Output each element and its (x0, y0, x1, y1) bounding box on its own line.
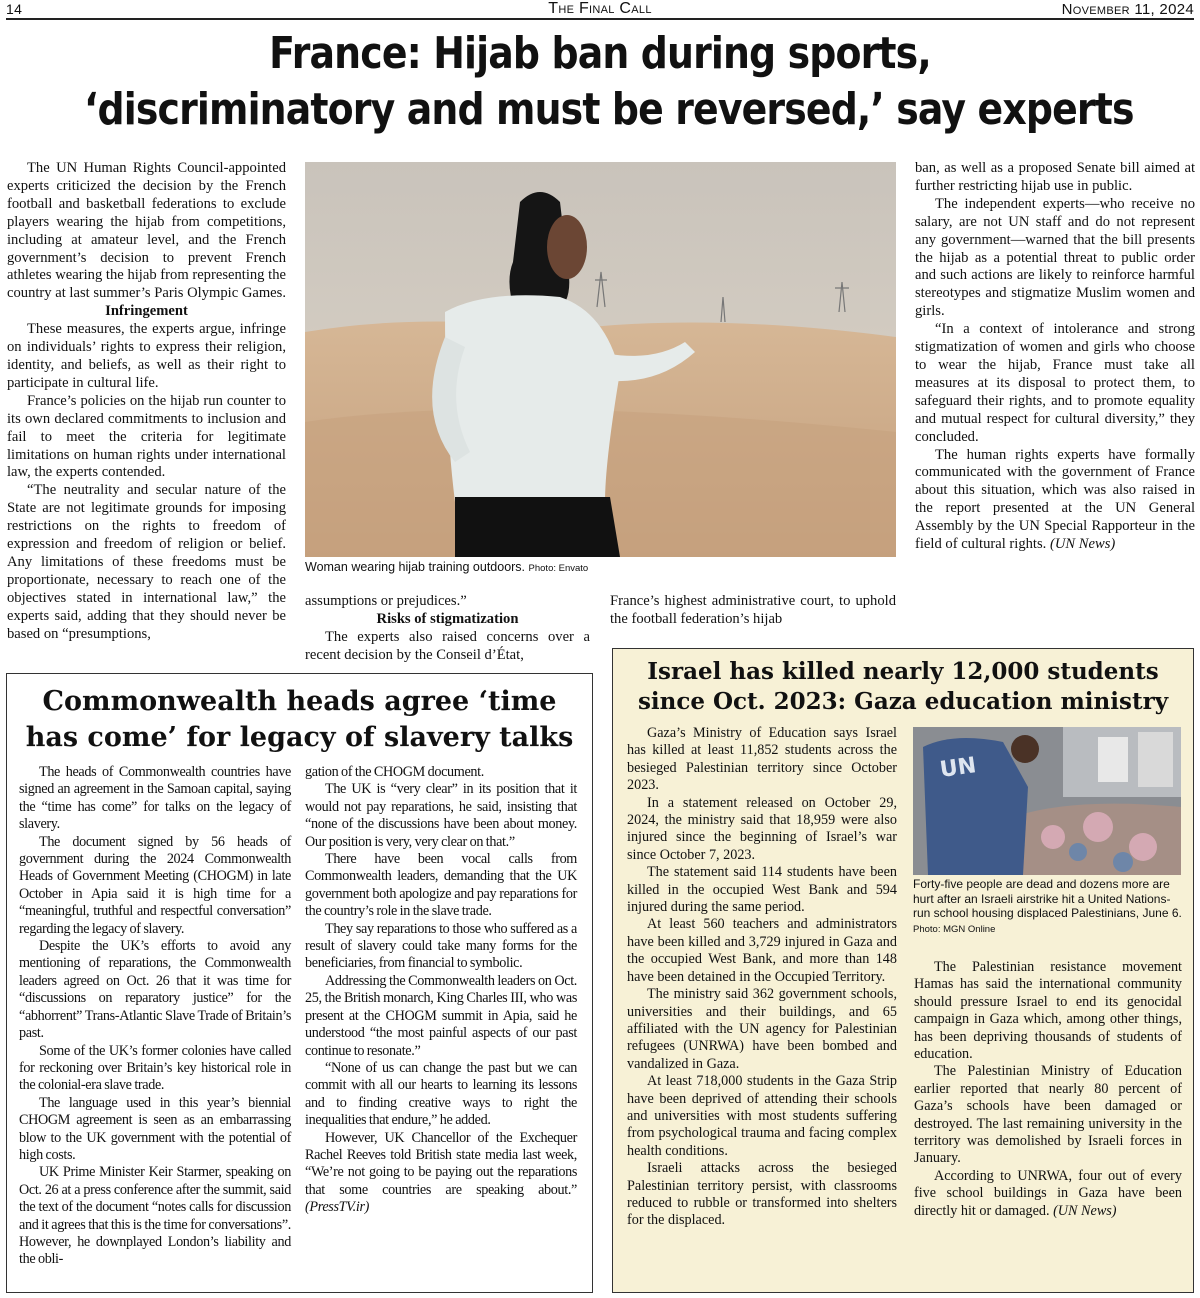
israel-headline-line-2: since Oct. 2023: Gaza education ministry (637, 688, 1169, 715)
article-source: (PressTV.ir) (305, 1199, 369, 1216)
paragraph: France’s highest administrative court, to uphold the football federation’s hijab (610, 593, 896, 627)
photo-credit: Photo: MGN Online (913, 923, 996, 935)
paragraph: The language used in this year’s biennial CHOGM agreement is seen as an embarrassing blow to the UK government with the potential of high costs. (19, 1094, 291, 1163)
hijab-runner-photo (305, 162, 896, 557)
article-source: (UN News) (1049, 536, 1116, 553)
svg-text:UN: UN (938, 753, 978, 783)
photo-credit: Photo: Envato (528, 563, 589, 574)
israel-headline-line-1: Israel has killed nearly 12,000 students (647, 658, 1159, 685)
paragraph: “The neutrality and secular nature of the State are not legitimate grounds for imposing restrictions on the rights to freedom of expression and freedom of religion or belief. Any limitations of these freedoms must be proportionate, necessary to reach one of the objectives stated in international law,” the experts said, adding that they should never be based on “presumptions, (7, 482, 286, 642)
main-article-column-4 (915, 160, 1195, 554)
commonwealth-headline (7, 684, 592, 756)
publication-name: The Final Call (548, 0, 652, 17)
issue-date: November 11, 2024 (1061, 1, 1194, 18)
main-article-column-3 (610, 593, 896, 629)
paragraph: “None of us can change the past but we can commit with all our hearts to learning its lessons and to finding creative ways to right the inequalities that endure,” he added. (305, 1059, 577, 1129)
paragraph: At least 718,000 students in the Gaza Strip have been deprived of attending their schools and universities with most students suffering from psychological trauma and facing complex health conditions. (627, 1073, 897, 1159)
commonwealth-column-1 (19, 764, 291, 1269)
paragraph (915, 447, 1195, 554)
page-number: 14 (6, 1, 23, 17)
caption-text: Woman wearing hijab training outdoors. (305, 560, 526, 574)
paragraph: At least 560 teachers and administrators have been killed and 3,729 injured in Gaza and the occupied West Bank, and more than 148 have been detained in the Occupied Territory. (627, 916, 897, 985)
main-article-column-2 (305, 593, 590, 665)
main-headline (84, 26, 1134, 138)
paragraph: “In a context of intolerance and strong stigmatization of women and girls who choose to wear the hijab, France must take all measures at its disposal to protect them, to safeguard their rights, and to promote equality and mutual respect for cultural diversity,” they concluded. (915, 321, 1195, 445)
paragraph-text: According to UNRWA, four out of every five school buildings in Gaza have been directly hit or damaged. (914, 1167, 1182, 1219)
israel-column-2 (914, 959, 1182, 1220)
main-headline-line-1: France: Hijab ban during sports, (269, 28, 931, 79)
caption-text: Forty-five people are dead and dozens more are hurt after an Israeli airstrike hit a United Nations-run school housing displaced Palestinians, June 6. (913, 877, 1182, 920)
commonwealth-column-2 (305, 764, 577, 1217)
paragraph: gation of the CHOGM document. (305, 764, 484, 780)
subhead-risks: Risks of stigmatization (376, 610, 519, 627)
israel-column-1 (627, 725, 897, 1230)
paragraph: There have been vocal calls from Commonwealth leaders, demanding that the UK government both apologize and pay reparations for the country’s role in the slave trade. (305, 851, 577, 920)
paragraph: Gaza’s Ministry of Education says Israel has killed at least 11,852 students across the besieged Palestinian territory since October 2023. (627, 725, 897, 794)
main-headline-line-2: ‘discriminatory and must be reversed,’ say experts (84, 84, 1134, 135)
paragraph: The Palestinian resistance movement Hamas has said the international community should pressure Israel to end its genocidal campaign in Gaza which, among other things, has been depriving thousands of students of education. (914, 959, 1182, 1063)
paragraph (305, 1130, 577, 1217)
un-school-photo (913, 727, 1181, 875)
article-source: (UN News) (1053, 1202, 1117, 1219)
paragraph: Addressing the Commonwealth leaders on Oct. 25, the British monarch, King Charles III, who was present at the CHOGM summit in Apia, said he understood “the most painful aspects of our past continue to resonate.” (305, 972, 577, 1059)
commonwealth-headline-line-1: Commonwealth heads agree ‘time (42, 686, 557, 717)
paragraph: The UK is “very clear” in its position that it would not pay reparations, he said, insisting that “none of the discussions have been about money. Our position is very, very clear on that.” (305, 781, 577, 850)
paragraph: The ministry said 362 government schools, universities and their buildings, and 65 affiliated with the UN agency for Palestinian refugees (UNRWA) have been bombed and vandalized in Gaza. (627, 986, 897, 1072)
paragraph: The heads of Commonwealth countries have signed an agreement in the Samoan capital, saying the “time has come” for talks on the legacy of slavery. (19, 764, 291, 833)
paragraph: In a statement released on October 29, 2024, the ministry said that 18,959 were also injured since the beginning of Israel’s war since October 7, 2023. (627, 794, 897, 863)
paragraph: The statement said 114 students have been killed in the occupied West Bank and 594 injured during the same period. (627, 864, 897, 916)
subhead-infringement: Infringement (105, 303, 188, 320)
page-header (6, 0, 1194, 20)
paragraph: France’s policies on the hijab run counter to its own declared commitments to inclusion and fail to meet the criteria for legitimate limitations on human rights under international law, the experts contended. (7, 392, 286, 481)
commonwealth-article-box (6, 673, 593, 1293)
paragraph: assumptions or prejudices.” (305, 593, 467, 609)
main-photo-caption (305, 560, 896, 576)
paragraph: These measures, the experts argue, infringe on individuals’ rights to express their religion, identity, and beliefs, as well as their right to participate in cultural life. (7, 321, 286, 391)
israel-headline (613, 657, 1193, 717)
paragraph (914, 1168, 1182, 1220)
paragraph-text: However, UK Chancellor of the Exchequer Rachel Reeves told British state media last week, “We’re not going to be paying out the reparations that some countries are speaking about.” (305, 1129, 577, 1198)
paragraph: Some of the UK’s former colonies have called for reckoning over Britain’s key historical role in the colonial-era slave trade. (19, 1042, 291, 1094)
paragraph: The independent experts—who receive no salary, are not UN staff and do not represent any government—warned that the bill presents the hijab as a potential threat to public order and such actions are likely to reinforce harmful stereotypes and stigmatize Muslim women and girls. (915, 195, 1195, 320)
main-article-column-1 (7, 160, 286, 643)
paragraph: ban, as well as a proposed Senate bill aimed at further restricting hijab use in public. (915, 160, 1195, 194)
paragraph: They say reparations to those who suffered as a result of slavery could take many forms for the beneficiaries, from financial to symbolic. (305, 920, 577, 972)
paragraph: The document signed by 56 heads of government during the 2024 Commonwealth Heads of Government Meeting (CHOGM) in late October in Apia said it is high time for a “meaningful, truthful and respectful conversation” regarding the legacy of slavery. (19, 833, 291, 937)
paragraph: The UN Human Rights Council-appointed experts criticized the decision by the French football and basketball federations to exclude players wearing the hijab from competitions, including at amateur level, and the French government’s decision to prevent French athletes wearing the hijab from representing the country at last summer’s Paris Olympic Games. (7, 160, 286, 302)
paragraph: Israeli attacks across the besieged Palestinian territory persist, with classrooms reduced to rubble or transformed into shelters for the displaced. (627, 1160, 897, 1229)
paragraph: The experts also raised concerns over a recent decision by the Conseil d’État, (305, 628, 590, 663)
paragraph: UK Prime Minister Keir Starmer, speaking on Oct. 26 at a press conference after the summit, said the text of the document “notes calls for discussion and it agrees that this is the time for conversations”. However, he downplayed London’s liability and the obli- (19, 1164, 291, 1268)
israel-photo-caption (913, 877, 1183, 937)
paragraph: Despite the UK’s efforts to avoid any mentioning of reparations, the Commonwealth leaders agreed on Oct. 26 that it was time for “discussions on reparatory justice” for the “abhorrent” Trans-Atlantic Slave Trade of Britain’s past. (19, 938, 291, 1042)
paragraph: The Palestinian Ministry of Education earlier reported that nearly 80 percent of Gaza’s schools have been damaged or destroyed. The last remaining university in the territory was demolished by Israeli forces in January. (914, 1063, 1182, 1167)
paragraph-text: The human rights experts have formally communicated with the government of France about this situation, which was also raised in the report presented at the UN General Assembly by the UN Special Rapporteur in the field of cultural rights. (915, 446, 1195, 553)
commonwealth-headline-line-2: has come’ for legacy of slavery talks (25, 722, 574, 753)
